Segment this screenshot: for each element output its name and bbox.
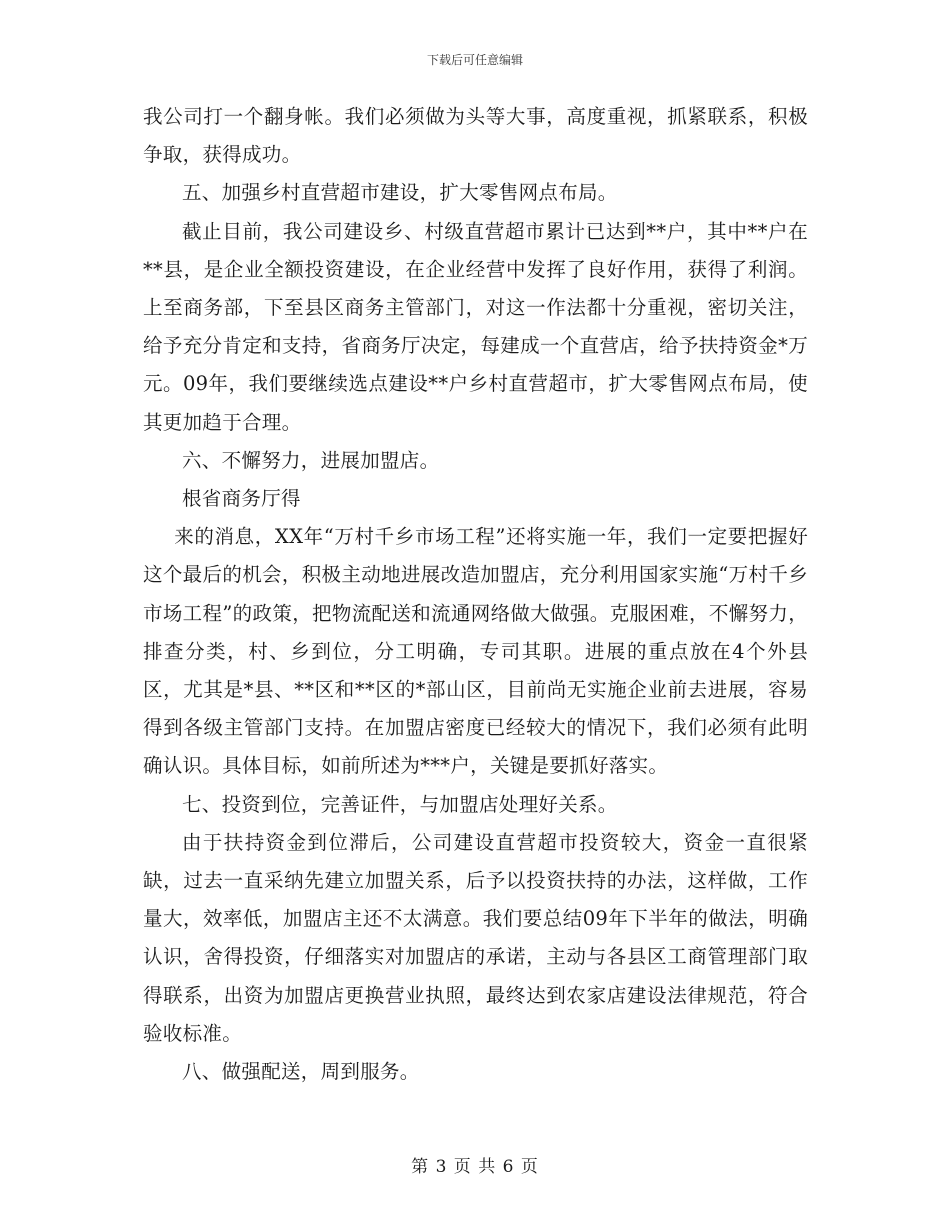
page-header: 下载后可任意编辑 xyxy=(426,53,523,67)
page-number-footer: 第 3 页 共 6 页 xyxy=(411,1157,539,1177)
paragraph: 八、做强配送，周到服务。 xyxy=(182,1060,420,1084)
paragraph: 六、不懈努力，进展加盟店。 xyxy=(182,448,440,472)
paragraph: 五、加强乡村直营超市建设，扩大零售网点布局。 xyxy=(182,181,618,205)
paragraph: 来的消息，XX年“万村千乡市场工程”还将实施一年，我们一定要把握好这个最后的机会，积极主动地进展改造加盟店，充分利用国家实施“万村千乡市场工程”的政策，把物流配送和流通网络做大做强。克服困难，不懈努力，排查分类，村、乡到位，分工明确，专司其职。进展的重点放在4个外县区，尤其是*县、**区和**区的*部山区，目前尚无实施企业前去进展，容易得到各级主管部门支持。在加盟店密度已经较大的情况下，我们必须有此明确认识。具体目标，如前所述为***户，关键是要抓好落实。 xyxy=(143,525,808,778)
paragraph: 截止目前，我公司建设乡、村级直营超市累计已达到**户，其中**户在**县，是企业全额投资建设，在企业经营中发挥了良好作用，获得了利润。上至商务部，下至县区商务主管部门，对这一作法都十分重视，密切关注，给予充分肯定和支持，省商务厅决定，每建成一个直营店，给予扶持资金*万元。09年，我们要继续选点建设**户乡村直营超市，扩大零售网点布局，使其更加趋于合理。 xyxy=(143,219,808,434)
paragraph: 根省商务厅得 xyxy=(182,487,301,511)
paragraph: 由于扶持资金到位滞后，公司建设直营超市投资较大，资金一直很紧缺，过去一直采纳先建立加盟关系，后予以投资扶持的办法，这样做，工作量大，效率低，加盟店主还不太满意。我们要总结09年下半年的做法，明确认识，舍得投资，仔细落实对加盟店的承诺，主动与各县区工商管理部门取得联系，出资为加盟店更换营业执照，最终达到农家店建设法律规范，符合验收标准。 xyxy=(143,830,808,1045)
paragraph: 我公司打一个翻身帐。我们必须做为头等大事，高度重视，抓紧联系，积极争取，获得成功。 xyxy=(143,105,808,167)
document-body xyxy=(143,98,808,1091)
paragraph: 七、投资到位，完善证件，与加盟店处理好关系。 xyxy=(182,792,618,816)
